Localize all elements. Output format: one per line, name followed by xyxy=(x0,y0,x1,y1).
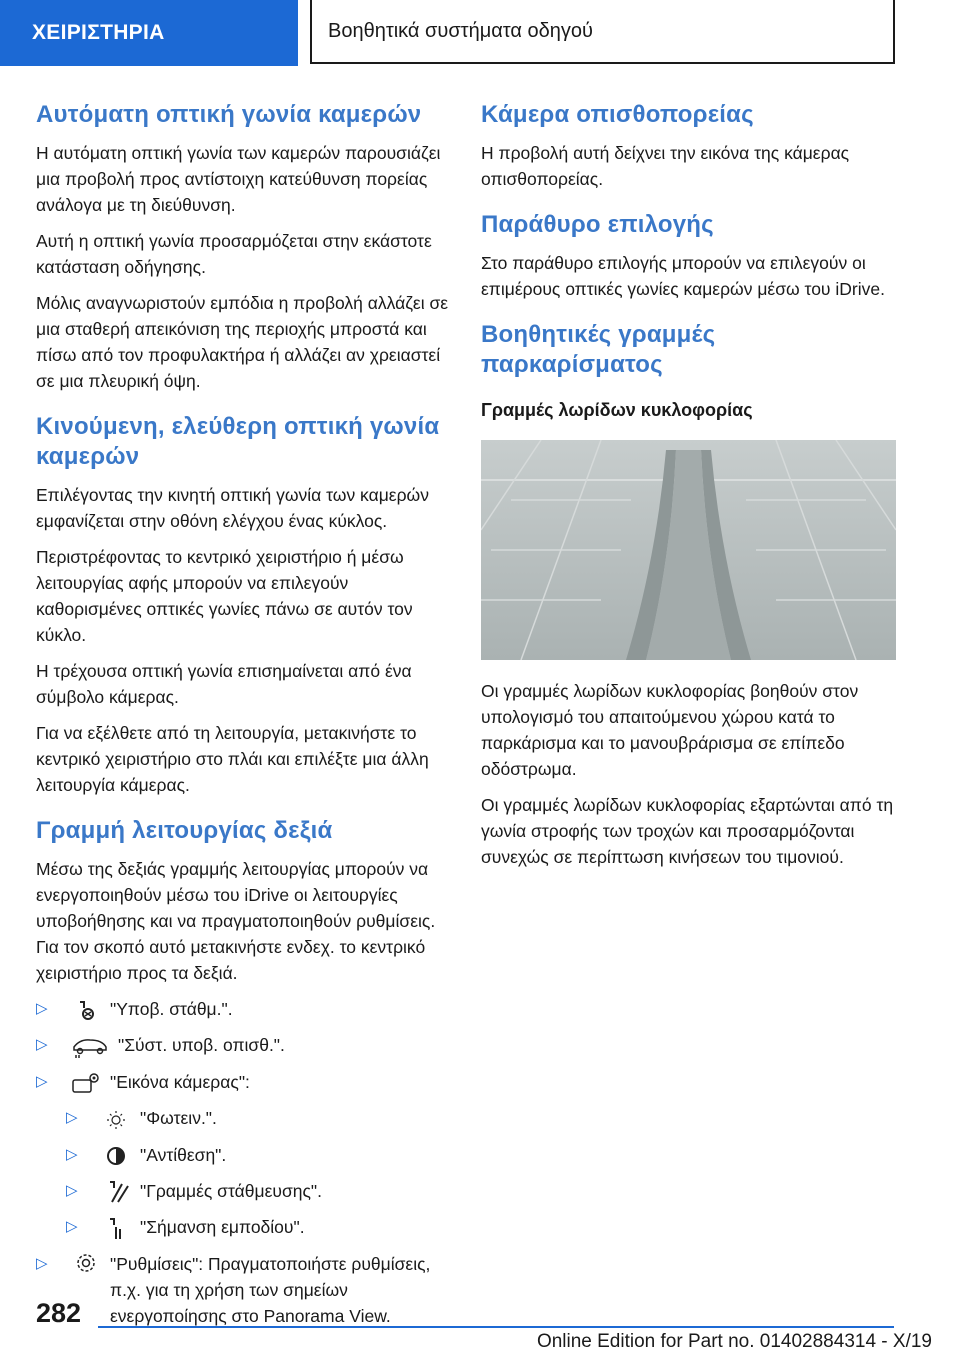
paragraph: Οι γραμμές λωρίδων κυκλοφορίας βοηθούν στον υπολογισμό του απαιτούμενου χώρου κατά το παρκάρισμα και το μανουβράρισμα σε επίπεδο οδόστρωμα. xyxy=(481,681,859,779)
heading-free-view: Κινούμενη, ελεύθερη οπτική γωνία καμερών xyxy=(36,413,440,470)
heading-auto-view: Αυτόματη οπτική γωνία καμερών xyxy=(36,101,422,128)
arrow-icon: ▷ xyxy=(66,1145,78,1163)
chapter-tab: ΧΕΙΡΙΣΤΗΡΙΑ xyxy=(0,0,298,66)
heading-function-bar: Γραμμή λειτουργίας δεξιά xyxy=(36,817,333,844)
paragraph: Αυτή η οπτική γωνία προσαρμόζεται στην εκάστοτε κατάσταση οδήγησης. xyxy=(36,231,432,277)
arrow-icon: ▷ xyxy=(36,1072,48,1090)
sublist-item-label: "Γραμμές στάθμευσης". xyxy=(140,1180,322,1201)
paragraph: Μέσω της δεξιάς γραμμής λειτουργίας μπορούν να ενεργοποιηθούν μέσω του iDrive οι λειτουργίες υποβοήθησης και να πραγματοποιηθούν ρυθμίσεις. Για τον σκοπό αυτό μετακινήστε ενδεχ. το κεντρικό χειριστήριο προς τα δεξιά. xyxy=(36,859,436,983)
paragraph: Μόλις αναγνωριστούν εμπόδια η προβολή αλλάζει σε μια σταθερή απεικόνιση της περιοχής μπροστά και πίσω από τον προφυλακτήρα ή αλλάζει αν χρειαστεί σε μια πλευρική όψη. xyxy=(36,293,449,391)
paragraph: Επιλέγοντας την κινητή οπτική γωνία των καμερών εμφανίζεται στην οθόνη ελέγχου ένας κύκλος. xyxy=(36,485,429,531)
list-item xyxy=(36,1069,456,1095)
paragraph: Για να εξέλθετε από τη λειτουργία, μετακινήστε το κεντρικό χειριστήριο στο πλάι και επιλέξτε μια άλλη λειτουργία κάμερας. xyxy=(36,723,429,795)
sublist-item xyxy=(66,1178,456,1204)
arrow-icon: ▷ xyxy=(36,1254,48,1272)
arrow-icon: ▷ xyxy=(66,1181,78,1199)
sublist-item-label: "Φωτειν.". xyxy=(140,1108,217,1129)
heading-parking-lines: Βοηθητικές γραμμές παρκαρίσματος xyxy=(481,321,716,378)
left-column xyxy=(36,100,456,1329)
paragraph: Η αυτόματη οπτική γωνία των καμερών παρουσιάζει μια προβολή προς αντίστοιχη κατεύθυνση πορείας ανάλογα με τη διεύθυνση. xyxy=(36,143,441,215)
brightness-icon xyxy=(100,1108,132,1132)
list-item xyxy=(36,1251,456,1329)
list-item xyxy=(36,996,456,1022)
camera-settings-icon xyxy=(70,1071,102,1095)
paragraph: Περιστρέφοντας το κεντρικό χειριστήριο ή μέσω λειτουργίας αφής μπορούν να επιλεγούν καθορισμένες οπτικές γωνίες πάνω σε αυτόν τον κύκλο. xyxy=(36,547,413,645)
reversing-assist-icon xyxy=(70,1035,110,1059)
paragraph: Η προβολή αυτή δείχνει την εικόνα της κάμερας οπισθοπορείας. xyxy=(481,143,850,189)
arrow-icon: ▷ xyxy=(36,1000,48,1017)
arrow-icon: ▷ xyxy=(36,1036,48,1054)
sublist-item-label: "Σήμανση εμποδίου". xyxy=(140,1217,305,1238)
obstacle-marking-icon xyxy=(100,1217,132,1241)
section-title: Βοηθητικά συστήματα οδηγού xyxy=(310,0,895,64)
list-item xyxy=(36,1032,456,1058)
subheading-lane-lines: Γραμμές λωρίδων κυκλοφορίας xyxy=(481,400,753,420)
footer-edition: Online Edition for Part no. 01402884314 - X/19 xyxy=(536,1331,932,1352)
right-column xyxy=(481,100,901,870)
gear-icon xyxy=(70,1251,102,1275)
page-number: 282 xyxy=(36,1298,82,1328)
sublist-item xyxy=(66,1105,456,1131)
paragraph: Η τρέχουσα οπτική γωνία επισημαίνεται από ένα σύμβολο κάμερας. xyxy=(36,661,412,707)
paragraph: Στο παράθυρο επιλογής μπορούν να επιλεγούν οι επιμέρους οπτικές γωνίες καμερών μέσω του iDrive. xyxy=(481,253,885,299)
parking-assist-icon xyxy=(70,998,102,1022)
list-item-label: "Εικόνα κάμερας": xyxy=(110,1071,250,1092)
sublist-item xyxy=(66,1142,456,1168)
parking-lines-icon xyxy=(100,1180,132,1204)
paragraph: Οι γραμμές λωρίδων κυκλοφορίας εξαρτώνται από τη γωνία στροφής των τροχών και προσαρμόζονται συνεχώς σε περίπτωση κινήσεων του τιμονιού. xyxy=(481,795,894,867)
footer-divider xyxy=(98,1326,894,1328)
lane-lines-illustration xyxy=(481,440,896,660)
list-item-label: "Σύστ. υποβ. οπισθ.". xyxy=(118,1035,285,1056)
list-item-label: "Ρυθμίσεις": Πραγματοποιήστε ρυθμίσεις, π.χ. για τη χρήση των σημείων ενεργοποίησης στο Panorama View. xyxy=(110,1253,431,1326)
sublist-item xyxy=(66,1214,456,1240)
heading-rear-camera: Κάμερα οπισθοπορείας xyxy=(481,101,754,128)
contrast-icon xyxy=(100,1144,132,1168)
heading-selection-window: Παράθυρο επιλογής xyxy=(481,211,714,238)
sublist-item-label: "Αντίθεση". xyxy=(140,1144,227,1165)
arrow-icon: ▷ xyxy=(66,1109,78,1127)
list-item-label: "Υποβ. στάθμ.". xyxy=(110,999,233,1019)
page-header xyxy=(0,0,960,66)
arrow-icon: ▷ xyxy=(66,1218,78,1236)
